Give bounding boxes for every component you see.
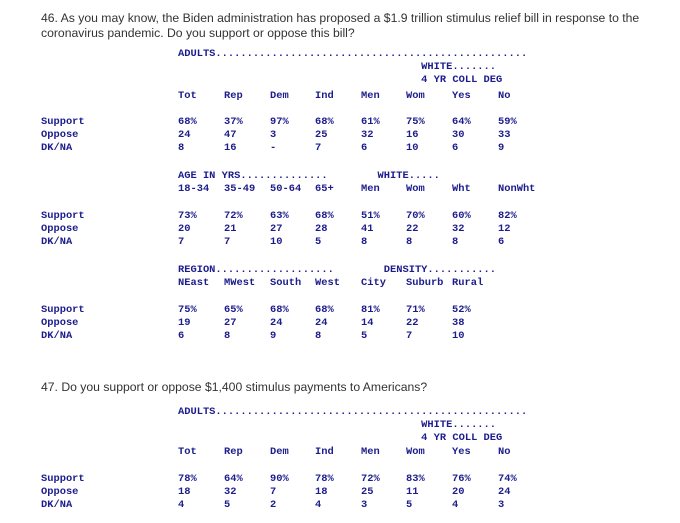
q46-s1-col-5: Men <box>361 90 380 102</box>
q47-cell: 25 <box>361 486 374 498</box>
q47-row-label: Support <box>41 473 85 485</box>
q46-s1-cell: 75% <box>406 116 425 128</box>
q46-s1-cell: 68% <box>178 116 197 128</box>
q47-col-7: Yes <box>452 446 471 458</box>
q46-s1-cell: 25 <box>315 129 328 141</box>
q47-col-5: Men <box>361 446 380 458</box>
q47-cell: 32 <box>224 486 237 498</box>
q46-s2-cell: 51% <box>361 210 380 222</box>
q46-s2-col-5: Men <box>361 183 380 195</box>
q46-s3-col-3: South <box>270 277 302 289</box>
q46-s3-cell: 8 <box>224 330 231 342</box>
q46-s1-col-7: Yes <box>452 90 471 102</box>
q46-s2-cell: 7 <box>178 236 185 248</box>
q46-s1-cell: 47 <box>224 129 237 141</box>
q47-col-8: No <box>498 446 511 458</box>
q46-s1-cell: 97% <box>270 116 289 128</box>
q46-s3-cell: 38 <box>452 317 465 329</box>
q46-s1-cell: 59% <box>498 116 517 128</box>
q46-s2-cell: 10 <box>270 236 283 248</box>
q47-header-line-3: 4 YR COLL DEG <box>178 432 503 444</box>
q46-s1-header-line-2: WHITE....... <box>178 61 497 73</box>
q47-cell: 78% <box>315 473 334 485</box>
q46-s1-row-label: Support <box>41 116 85 128</box>
q46-s1-cell: 3 <box>270 129 277 141</box>
q47-cell: 72% <box>361 473 380 485</box>
q46-s2-col-3: 50-64 <box>270 183 302 195</box>
q46-s3-cell: 71% <box>406 304 425 316</box>
q47-cell: 18 <box>315 486 328 498</box>
q47-cell: 3 <box>498 499 505 511</box>
q47-cell: 4 <box>315 499 322 511</box>
q46-s1-cell: 9 <box>498 142 505 154</box>
q46-s1-cell: 64% <box>452 116 471 128</box>
q46-s2-col-4: 65+ <box>315 183 334 195</box>
q46-s3-row-label: Support <box>41 304 85 316</box>
q46-s3-cell: 68% <box>315 304 334 316</box>
q47-col-2: Rep <box>224 446 243 458</box>
q47-cell: 76% <box>452 473 471 485</box>
q46-s2-cell: 8 <box>361 236 368 248</box>
q46-s3-cell: 24 <box>315 317 328 329</box>
q46-s1-col-4: Ind <box>315 90 334 102</box>
q47-cell: 90% <box>270 473 289 485</box>
q46-s2-cell: 73% <box>178 210 197 222</box>
q46-s2-row-label: Support <box>41 210 85 222</box>
q47-cell: 11 <box>406 486 419 498</box>
q46-s1-col-6: Wom <box>406 90 425 102</box>
q47-cell: 2 <box>270 499 277 511</box>
q46-s1-cell: 24 <box>178 129 191 141</box>
q46-s1-cell: 6 <box>452 142 459 154</box>
q47-header-line-2: WHITE....... <box>178 419 497 431</box>
q46-s2-col-2: 35-49 <box>224 183 256 195</box>
q47-row-label: Oppose <box>41 486 79 498</box>
q46-s3-cell: 6 <box>178 330 185 342</box>
q46-s1-cell: 6 <box>361 142 368 154</box>
q46-s1-header-line-3: 4 YR COLL DEG <box>178 74 503 86</box>
q46-s2-cell: 8 <box>406 236 413 248</box>
q46-s1-col-8: No <box>498 90 511 102</box>
q46-s1-header-line-1: ADULTS.................................................. <box>178 48 528 60</box>
q46-s3-header-line: REGION................... DENSITY........... <box>178 264 497 276</box>
q46-s3-cell: 68% <box>270 304 289 316</box>
q46-s1-cell: 7 <box>315 142 322 154</box>
q46-s1-cell: 8 <box>178 142 185 154</box>
q46-s2-col-1: 18-34 <box>178 183 210 195</box>
q46-s3-cell: 81% <box>361 304 380 316</box>
q47-col-3: Dem <box>270 446 289 458</box>
q47-cell: 24 <box>498 486 511 498</box>
q46-s2-col-8: NonWht <box>498 183 536 195</box>
q46-s3-cell: 65% <box>224 304 243 316</box>
q46-s1-row-label: Oppose <box>41 129 79 141</box>
q47-row-label: DK/NA <box>41 499 73 511</box>
q46-s3-col-4: West <box>315 277 340 289</box>
q47-cell: 5 <box>224 499 231 511</box>
q47-cell: 20 <box>452 486 465 498</box>
q47-cell: 4 <box>178 499 185 511</box>
q46-s3-cell: 75% <box>178 304 197 316</box>
q47-cell: 3 <box>361 499 368 511</box>
q46-s2-cell: 68% <box>315 210 334 222</box>
q47-cell: 74% <box>498 473 517 485</box>
q46-s2-row-label: DK/NA <box>41 236 73 248</box>
q47-cell: 78% <box>178 473 197 485</box>
q46-s2-col-6: Wom <box>406 183 425 195</box>
q46-s1-cell: 37% <box>224 116 243 128</box>
q46-s3-cell: 9 <box>270 330 277 342</box>
q47-col-6: Wom <box>406 446 425 458</box>
q46-s1-cell: - <box>270 142 277 154</box>
q46-s3-col-5: City <box>361 277 386 289</box>
q46-s2-col-7: Wht <box>452 183 471 195</box>
q47-col-1: Tot <box>178 446 197 458</box>
q47-header-line-1: ADULTS.................................................. <box>178 406 528 418</box>
question-47-text: 47. Do you support or oppose $1,400 stimulus payments to Americans? <box>41 380 428 394</box>
q46-s3-cell: 22 <box>406 317 419 329</box>
q46-s2-cell: 32 <box>452 223 465 235</box>
q46-s1-cell: 61% <box>361 116 380 128</box>
q46-s1-cell: 68% <box>315 116 334 128</box>
q46-s3-col-6: Suburb <box>406 277 444 289</box>
q46-s3-cell: 8 <box>315 330 322 342</box>
q46-s3-cell: 19 <box>178 317 191 329</box>
q46-s3-row-label: Oppose <box>41 317 79 329</box>
q46-s2-row-label: Oppose <box>41 223 79 235</box>
q46-s3-cell: 5 <box>361 330 368 342</box>
q46-s2-cell: 63% <box>270 210 289 222</box>
q46-s1-cell: 32 <box>361 129 374 141</box>
q46-s3-col-1: NEast <box>178 277 210 289</box>
q46-s1-col-2: Rep <box>224 90 243 102</box>
q46-s2-cell: 7 <box>224 236 231 248</box>
q46-s2-cell: 82% <box>498 210 517 222</box>
q47-cell: 18 <box>178 486 191 498</box>
q47-cell: 7 <box>270 486 277 498</box>
q46-s2-cell: 41 <box>361 223 374 235</box>
question-46-text: 46. As you may know, the Biden administration has proposed a $1.9 trillion stimulus relief bill in response to the coronavirus pandemic. Do you support or oppose this bill? <box>41 11 640 40</box>
q46-s2-cell: 20 <box>178 223 191 235</box>
q46-s1-row-label: DK/NA <box>41 142 73 154</box>
q46-s1-cell: 10 <box>406 142 419 154</box>
q46-s2-cell: 8 <box>452 236 459 248</box>
q47-cell: 64% <box>224 473 243 485</box>
q46-s1-cell: 16 <box>224 142 237 154</box>
q46-s2-header-line: AGE IN YRS.............. WHITE..... <box>178 170 440 182</box>
q46-s3-col-7: Rural <box>452 277 484 289</box>
q47-cell: 5 <box>406 499 413 511</box>
q46-s3-cell: 14 <box>361 317 374 329</box>
q46-s1-col-3: Dem <box>270 90 289 102</box>
q46-s2-cell: 21 <box>224 223 237 235</box>
q46-s2-cell: 60% <box>452 210 471 222</box>
q46-s2-cell: 70% <box>406 210 425 222</box>
q46-s3-cell: 10 <box>452 330 465 342</box>
q46-s3-cell: 24 <box>270 317 283 329</box>
q46-s2-cell: 12 <box>498 223 511 235</box>
q46-s2-cell: 27 <box>270 223 283 235</box>
q46-s1-cell: 16 <box>406 129 419 141</box>
q46-s2-cell: 5 <box>315 236 322 248</box>
q46-s3-col-2: MWest <box>224 277 256 289</box>
q46-s1-cell: 30 <box>452 129 465 141</box>
q46-s2-cell: 28 <box>315 223 328 235</box>
q47-cell: 83% <box>406 473 425 485</box>
q46-s3-cell: 27 <box>224 317 237 329</box>
q46-s2-cell: 6 <box>498 236 505 248</box>
q46-s1-cell: 33 <box>498 129 511 141</box>
q46-s3-cell: 7 <box>406 330 413 342</box>
q46-s3-cell: 52% <box>452 304 471 316</box>
q47-cell: 4 <box>452 499 459 511</box>
q46-s1-col-1: Tot <box>178 90 197 102</box>
q46-s2-cell: 22 <box>406 223 419 235</box>
q46-s2-cell: 72% <box>224 210 243 222</box>
q46-s3-row-label: DK/NA <box>41 330 73 342</box>
q47-col-4: Ind <box>315 446 334 458</box>
